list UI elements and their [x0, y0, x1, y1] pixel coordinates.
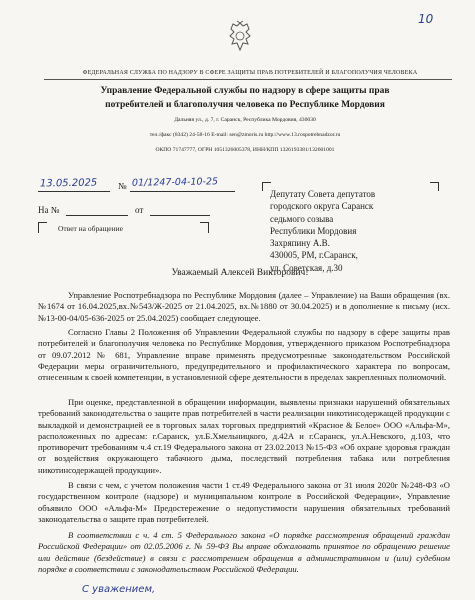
agency-name: ФЕДЕРАЛЬНАЯ СЛУЖБА ПО НАДЗОРУ В СФЕРЕ ЗАЩИТЫ ПРАВ ПОТРЕБИТЕЛЕЙ И БЛАГОПОЛУЧИЯ ЧЕЛОВЕКА [82, 70, 418, 76]
recipient-line: Республики Мордовия [270, 225, 357, 236]
coat-of-arms-icon [226, 20, 254, 54]
recipient-line: Депутату Совета депутатов [270, 189, 376, 199]
org-address: Дальняя ул., д. 7, г. Саранск, Республика Мордовия, 430030 [174, 117, 316, 123]
org-line-1: Управление Федеральной службы по надзору в сфере защиты прав [100, 86, 390, 96]
header-rule [44, 79, 452, 80]
body-paragraph: При оценке, представленной в обращении информации, выявлены признаки нарушений обязательных требований законодательства о защите прав потребителей в части реализации никотинсодержащей продукции с выкладкой и демонстрацией ее в торговых залах торговых предприятий «Красное & Белое» ООО «Альфа-М», расположенных по адресам: г.Саранск, ул.Б.Хмельницкого, д.42А и г.Саранск, ул.А.Невского, д.103, что противоречит требованиям ч.4 ст.19 Федерального закона от 23.02.2013 №15-ФЗ «Об охране здоровья граждан от воздействия окружающего табачного дыма, последствий потребления табака или потребления никотинсодержащей продукции». [38, 397, 450, 475]
recipient-line: Захряпину А.В. [270, 238, 330, 249]
ot-label: от [135, 205, 144, 215]
org-line-2: потребителей и благополучия человека по Республике Мордовия [105, 100, 385, 110]
body-paragraph-appeal-rights: В соответствии с ч. 4 ст. 5 Федерального закона «О порядке рассмотрения обращений граждан Российской Федерации» от 02.05.2006 г. № 59-ФЗ Вы вправе обжаловать принятое по обращению решение или действие (бездействие) в связи с рассмотрением обращения в административном и (или) судебном порядке в соответствии с законодательством Российской Федерации. [38, 530, 450, 574]
recipient-block [270, 188, 445, 274]
org-codes: ОКПО 71747777, ОГРН 1051326005378, ИНН/КПП 1326193381/132601001 [155, 147, 335, 153]
recipient-line: 430005, РМ, г.Саранск, [270, 250, 358, 261]
org-contacts: тел./факс (8342) 24-58-16 E-mail: sen@zmoris.ru http://www.13.rospotrebnadzor.ru [149, 132, 341, 138]
ot-underline [150, 215, 210, 216]
corner-bracket-left [38, 222, 47, 233]
number-underline [130, 191, 235, 192]
na-underline [66, 215, 128, 216]
recipient-line: седьмого созыва [270, 213, 334, 224]
handwritten-number: 01/1247-04-10-25 [131, 176, 219, 189]
organization-title [60, 84, 430, 112]
greeting: Уважаемый Алексей Викторович! [171, 268, 309, 278]
corner-bracket-right [200, 222, 209, 233]
number-sign: № [118, 181, 127, 191]
na-label: На № [38, 205, 60, 215]
handwritten-date: 13.05.2025 [39, 177, 98, 190]
handwritten-closing: С уважением, [82, 584, 156, 595]
handwritten-page-number: 10 [418, 12, 434, 26]
recipient-line: городского округа Саранск [270, 201, 374, 212]
body-paragraph: В связи с чем, с учетом положения части 1 ст.49 Федерального закона от 31 июля 2020г №248-ФЗ «О государственном контроле (надзоре) и муниципальном контроле в Российской Федерации», Управление объявило ООО «Альфа-М» Предостережение о недопустимости нарушения обязательных требований законодательства о защите прав потребителей. [38, 480, 450, 524]
recipient-line: ул. Советская, д.30 [270, 262, 343, 273]
reply-label: Ответ на обращение [58, 224, 123, 233]
date-underline [38, 191, 110, 192]
body-paragraph: Управление Роспотребнадзора по Республике Мордовия (далее – Управление) на Ваши обращения (вх.№1674 от 16.04.2025,вх.№543/Ж-2025 от 21.04.2025, вх.№1880 от 30.04.2025) и в дополнение к письму (исх.№13-00-04/05-636-2025 от 25.04.2025) сообщает следующее. [38, 290, 450, 323]
body-paragraph: Согласно Главы 2 Положения об Управлении Федеральной службы по надзору в сфере защиты прав потребителей и благополучия человека по Республике Мордовия, утвержденного приказом Роспотребнадзора от 09.07.2012 № 681, Управление вправе применять предусмотренные законодательством Российской Федерации меры ограничительного, предупредительного и профилактического характера по вопросам, отнесенным к своей компетенции, в установленной сфере деятельности в пределах закрепленных полномочий. [38, 327, 450, 383]
